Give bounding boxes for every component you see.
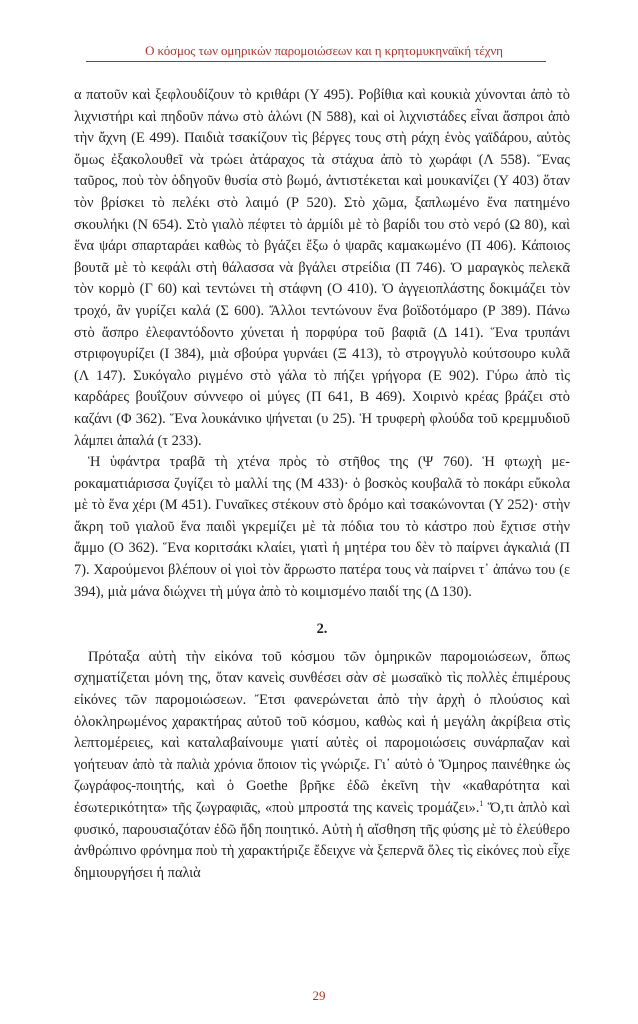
section-number: 2.: [316, 621, 328, 638]
paragraph-3: [74, 647, 570, 885]
page-number: 29: [312, 988, 326, 1003]
footnote-marker: 1: [479, 799, 484, 809]
running-header: Ο κόσμος των ομηρικών παρομοιώσεων και η κρητομυκηναϊκή τέχνη: [145, 43, 503, 58]
paragraph-2: Ἡ ὑφάντρα τραβᾶ τὴ χτένα πρὸς τὸ στῆθος της (Ψ 760). Ἡ φτωχὴ μεροκαματιάρισσα ζυγίζει τὸ μαλλί της (Μ 433)· ὁ βοσκὸς κουβαλᾶ τὸ ποκάρι εὔκολα μὲ τὸ ἕνα χέρι (Μ 451). Γυναῖκες στέκουν στὸ δρόμο καὶ τσακώνονται (Υ 252)· στὴν ἄκρη τοῦ γιαλοῦ ἕνα παιδὶ γκρεμίζει μὲ τὰ πόδια του τὸ κάστρο ποὺ ἔχτισε στὴν ἄμμο (Ο 362). Ἕνα κοριτσάκι κλαίει, γιατὶ ἡ μητέρα του δὲν τὸ παίρνει ἀγκαλιά (Π 7). Χαρούμενοι βλέπουν οἱ γιοὶ τὸν ἄρρωστο πατέρα τους νὰ παίρνει τ᾿ ἀπάνω του (ε 394), μιὰ μάνα διώχνει τὴ μύγα ἀπὸ τὸ κοιμισμένο παιδί της (Δ 130).: [74, 454, 570, 600]
paragraph-3-continuation: Ὅ,τι ἁπλὸ καὶ φυσικό, παρουσιαζόταν ἐδῶ ἤδη ποιητικό. Αὐτὴ ἡ αἴσθηση τῆς φύσης μὲ τὸ ἐλεύθερο ἀνθρώπινο φρόνημα ποὺ τὴ χαρακτήριζε ἔδειχνε νὰ ξεπερνᾶ ὅλες τὶς εἰκόνες ποὺ εἶχε δημιουργήσει ἡ παλιὰ: [74, 800, 570, 881]
paragraph-1: α πατοῦν καὶ ξεφλουδίζουν τὸ κριθάρι (Υ 495). Ροβίθια καὶ κουκιὰ χύνονται ἀπὸ τὸ λιχνιστήρι καὶ πηδοῦν πάνω στὸ ἁλώνι (Ν 588), καὶ οἱ λιχνιστάδες εἶναι ἄσπροι ἀπὸ τὴν ἄχνη (Ε 499). Παιδιὰ τσακίζουν τὶς βέργες τους στὴ ράχη ἑνὸς γαϊδάρου, αὐτὸς ὅμως ἐξακολουθεῖ νὰ τρώει ἀτάραχος τὰ στάχυα ἀπὸ τὸ χωράφι (Λ 558). Ἕνας ταῦρος, ποὺ τὸν ὁδηγοῦν θυσία στὸ βωμό, ἀντιστέκεται καὶ μουκανίζει (Υ 403) ὅταν τὸν βρίσκει τὸ πελέκι στὸ λαιμό (Ρ 520). Στὸ χῶμα, ξαπλωμένο ἕνα πατημένο σκουλήκι (Ν 654). Στὸ γιαλὸ πέφτει τὸ ἀρμίδι μὲ τὸ βαρίδι του στὸ νερό (Ω 80), καὶ ἕνα ψάρι σπαρταράει καθὼς τὸ βγάζει ἔξω ὁ ψαρᾶς καμακωμένο (Π 406). Κάποιος βουτᾶ μὲ τὸ κεφάλι στὴ θάλασσα νὰ βγάλει στρείδια (Π 746). Ὁ μαραγκὸς πελεκᾶ τὸν κορμὸ (Γ 60) καὶ τεντώνει τὴ στάφνη (Ο 410). Ὁ ἀγγειοπλάστης δοκιμάζει τὸν τροχό, ἂν γυρίζει καλά (Σ 600). Ἄλλοι τεντώνουν ἕνα βοϊδοτόμαρο (Ρ 389). Πάνω στὸ ἄσπρο ἐλεφαντόδοντο χύνεται ἡ πορφύρα τοῦ βαφιᾶ (Δ 141). Ἕνα τρυπάνι στριφογυρίζει (Ι 384), μιὰ σβούρα γυρνάει (Ξ 413), τὸ στρογγυλὸ κούτσουρο κυλᾶ (Λ 147). Συκόγαλο ριγμένο στὸ γάλα τὸ πήζει γρήγορα (Ε 902). Γύρω ἀπὸ τὶς καρδάρες βουΐζουν σύννεφο οἱ μύγες (Π 641, Β 469). Χοιρινὸ κρέας βράζει στὸ καζάνι (Φ 362). Ἕνα λουκάνικο ψήνεται (υ 25). Ἡ τρυφερὴ φλούδα τοῦ κρεμμυδιοῦ λάμπει ἁπαλά (τ 233).: [74, 87, 570, 449]
header-underline: [86, 61, 546, 62]
main-text: [74, 85, 570, 884]
paragraph-3-text: Πρόταξα αὐτὴ τὴν εἰκόνα τοῦ κόσμου τῶν ὁμηρικῶν παρομοιώσεων, ὅπως σχηματίζεται μόνη της, ὅταν κανεὶς συνθέσει σὰν σὲ μωσαϊκὸ τὶς πολλὲς ἐπιμέρους εἰκόνες τῶν παρομοιώσεων. Ἔτσι φανερώνεται ἀπὸ τὴν ἀρχὴ ὁ πλούσιος καὶ ὁλοκληρωμένος χαρακτήρας αὐτοῦ τοῦ κόσμου, καθὼς καὶ ἡ μεγάλη ἀκρίβεια στὶς λεπτομέρειες, καὶ καταλαβαίνουμε γιατί αὐτὲς οἱ παρομοιώσεις συνάρπαζαν καὶ γοήτευαν ἀπὸ τὰ παλιὰ χρόνια ὅποιον τὶς γνώριζε. Γι᾿ αὐτὸ ὁ Ὅμηρος παινέθηκε ὡς ζωγράφος-ποιητής, καὶ ὁ Goethe βρῆκε ἐδῶ ἐκεῖνη τὴν «καθαρότητα καὶ ἐσωτερικότητα» τῆς ζωγραφιᾶς, «ποὺ μπροστά της κανεὶς τρομάζει».: [74, 648, 570, 816]
